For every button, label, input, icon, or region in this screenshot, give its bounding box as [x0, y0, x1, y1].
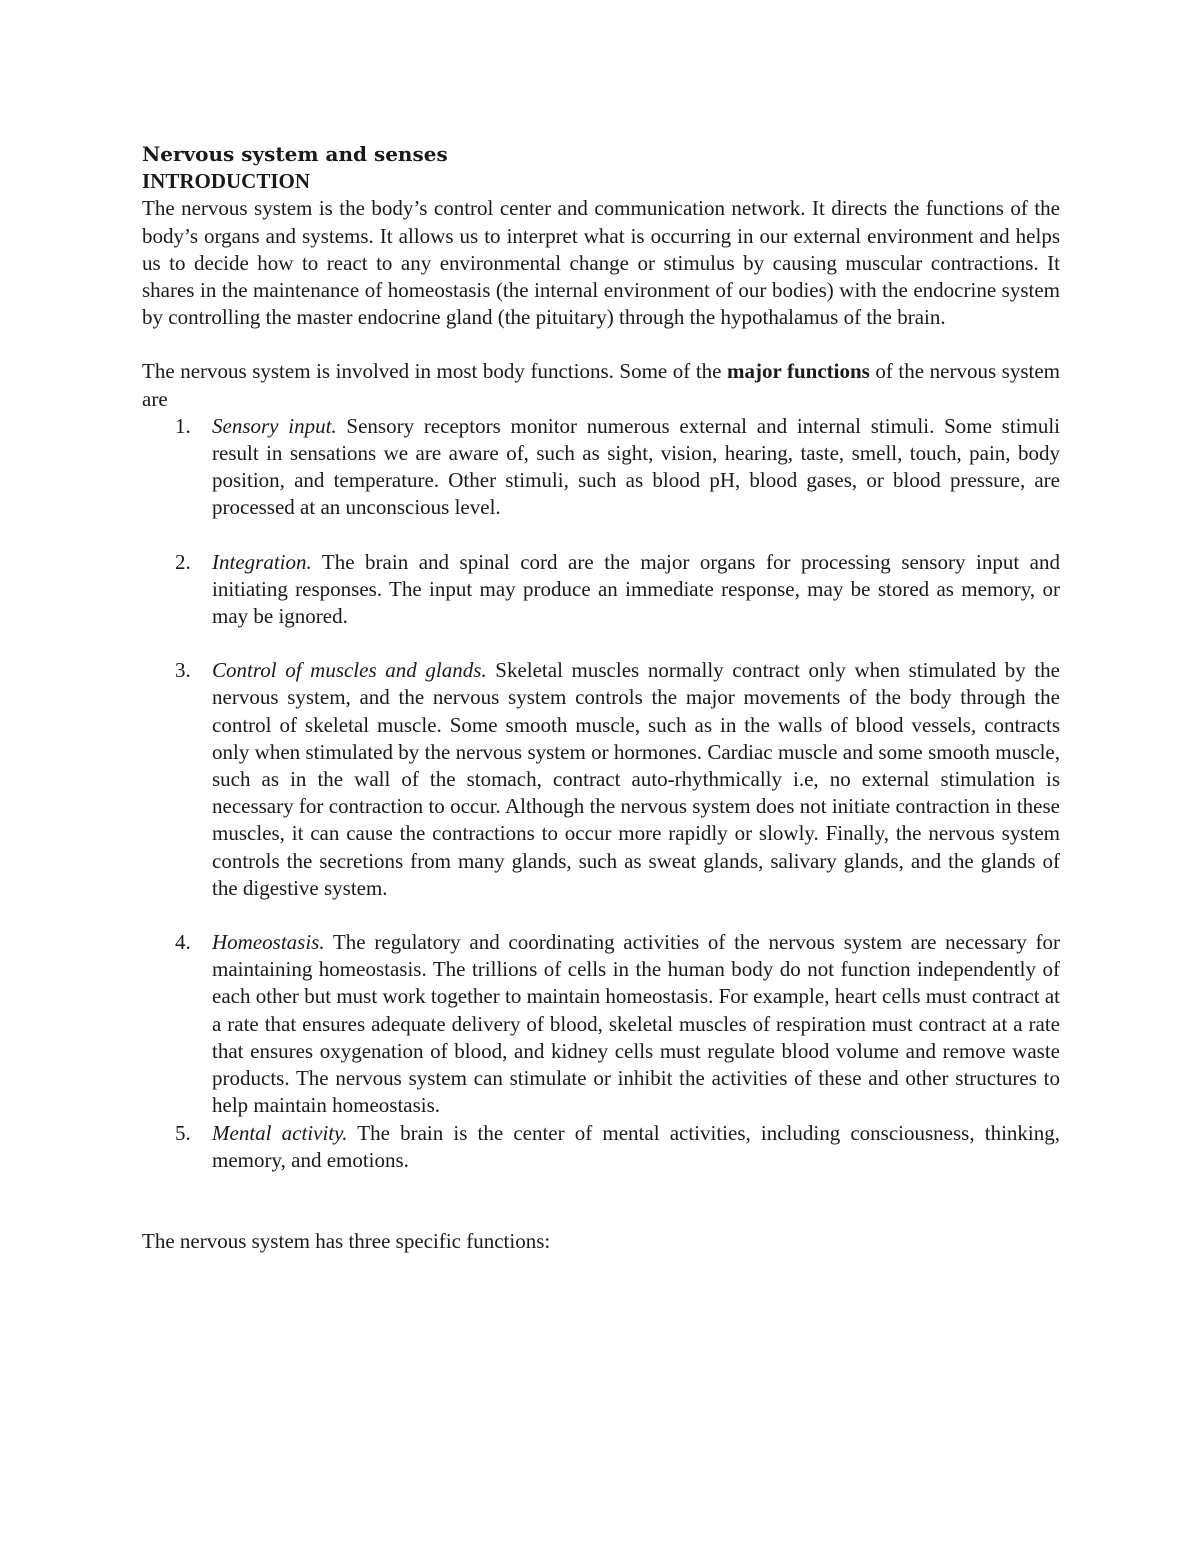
list-item-term: Mental activity. [212, 1120, 348, 1145]
intro-paragraph: The nervous system is the body’s control center and communication network. It directs the functions of the body’s organs and systems. It allows us to interpret what is occurring in our external environment and helps us to decide how to react to any environmental change or stimulus by causing muscular contractions. It shares in the maintenance of homeostasis (the internal environment of our bodies) with the endocrine system by controlling the master endocrine gland (the pituitary) through the hypothalamus of the brain. [142, 196, 1060, 330]
list-item-term: Control of muscles and glands. [212, 658, 487, 683]
list-item-number: 4. [175, 930, 191, 955]
list-item-text: The brain is the center of mental activities, including consciousness, thinking, memory, and emotions. [212, 1120, 1060, 1172]
list-item [142, 657, 1060, 902]
functions-intro-bold: major functions [727, 359, 870, 384]
functions-intro-before: The nervous system is involved in most body functions. Some of the [142, 359, 728, 384]
list-item-number: 5. [175, 1120, 191, 1145]
list-item-text: Sensory receptors monitor numerous external and internal stimuli. Some stimuli result in sensations we are aware of, such as sight, vision, hearing, taste, smell, touch, pain, body position, and temperature. Other stimuli, such as blood pH, blood gases, or blood pressure, are processed at an unconscious level. [212, 413, 1061, 520]
functions-intro-after: of the nervous system are [142, 359, 1060, 411]
document-body [142, 141, 1060, 1255]
list-item [142, 549, 1060, 631]
list-item-term: Sensory input. [212, 413, 337, 438]
list-item [142, 413, 1060, 522]
functions-intro-paragraph [142, 358, 1060, 412]
list-item-number: 1. [175, 413, 191, 438]
list-item-text: Skeletal muscles normally contract only when stimulated by the nervous system, and the nervous system controls the major movements of the body through the control of skeletal muscle. Some smooth muscle, such as in the walls of blood vessels, contracts only when stimulated by the nervous system or hormones. Cardiac muscle and some smooth muscle, such as in the wall of the stomach, contract auto-rhythmically i.e, no external stimulation is necessary for contraction to occur. Although the nervous system does not initiate contraction in these muscles, it can cause the contractions to occur more rapidly or slowly. Finally, the nervous system controls the secretions from many glands, such as sweat glands, salivary glands, and the glands of the digestive system. [212, 658, 1060, 900]
section-heading: INTRODUCTION [142, 169, 311, 194]
list-item [142, 929, 1060, 1119]
list-item-number: 2. [175, 549, 191, 574]
list-item-term: Homeostasis. [212, 930, 325, 955]
functions-list [142, 413, 1060, 1174]
list-item-number: 3. [175, 658, 191, 683]
closing-line: The nervous system has three specific functions: [142, 1228, 551, 1253]
document-title: Nervous system and senses [142, 142, 448, 166]
list-item-term: Integration. [212, 549, 312, 574]
list-item-text: The regulatory and coordinating activities of the nervous system are necessary for maintaining homeostasis. The trillions of cells in the human body do not function independently of each other but must work together to maintain homeostasis. For example, heart cells must contract at a rate that ensures adequate delivery of blood, skeletal muscles of respiration must contract at a rate that ensures oxygenation of blood, and kidney cells must regulate blood volume and remove waste products. The nervous system can stimulate or inhibit the activities of these and other structures to help maintain homeostasis. [212, 930, 1060, 1118]
list-item [142, 1120, 1060, 1174]
list-item-text: The brain and spinal cord are the major organs for processing sensory input and initiating responses. The input may produce an immediate response, may be stored as memory, or may be ignored. [212, 549, 1060, 629]
